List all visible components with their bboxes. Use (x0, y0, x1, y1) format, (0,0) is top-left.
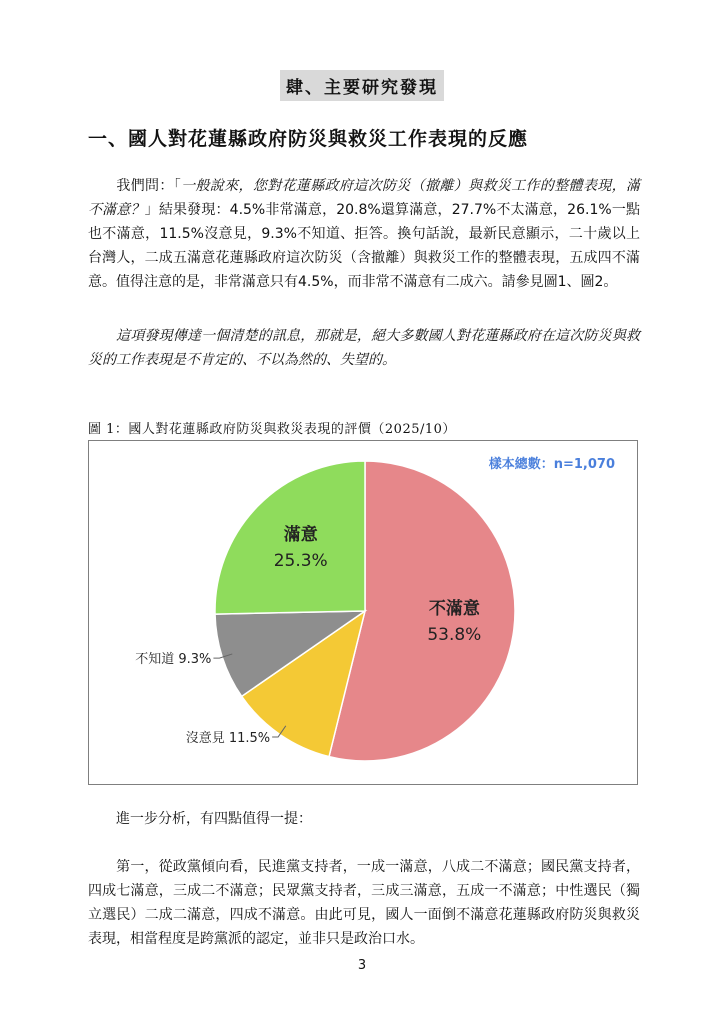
pie-label-2: 不知道 9.3% (135, 652, 212, 668)
paragraph-3: 進一步分析，有四點值得一提： (116, 811, 312, 827)
paragraph-4: 第一，從政黨傾向看，民進黨支持者，一成一滿意，八成二不滿意；國民黨支持者，四成七滿意，三成二不滿意；民眾黨支持者，三成三滿意，五成一不滿意；中性選民（獨立選民）二成二滿意，四成不滿意。由此可見，國人一面倒不滿意花蓮縣政府防災與救災表現，相當程度是跨黨派的認定，並非只是政治口水。 (88, 859, 640, 947)
pie-label-0: 不滿意 (428, 598, 480, 619)
pie-chart (88, 440, 638, 785)
page-number: 3 (357, 958, 367, 973)
para1-rest: 」結果發現：4.5%非常滿意，20.8%還算滿意，27.7%不太滿意，26.1%一點也不滿意，11.5%沒意見，9.3%不知道、拒答。換句話說，最新民意顯示，二十歲以上台灣人，二成五滿意花蓮縣政府這次防災（含撤離）與救災工作的整體表現，五成四不滿意。值得注意的是，非常滿意只有4.5%，而非常不滿意有二成六。請參見圖1、圖2。 (88, 202, 640, 290)
section-title: 肆、主要研究發現 (0, 70, 724, 101)
para1-question: 一般說來，您對花蓮縣政府這次防災（撤離）與救災工作的整體表現，滿不滿意？ (88, 178, 640, 218)
paragraph-1 (88, 174, 640, 294)
page-heading: 一、國人對花蓮縣政府防災與救災工作表現的反應 (88, 128, 529, 150)
pie-value-3: 25.3% (273, 551, 328, 572)
pie-value-0: 53.8% (427, 624, 482, 645)
pie-label-1: 沒意見 11.5% (185, 730, 271, 746)
figure-caption: 圖 1：國人對花蓮縣政府防災與救災表現的評價（2025/10） (88, 422, 456, 437)
pie-chart-svg (89, 441, 637, 784)
para1-intro: 我們問：「 (116, 178, 182, 194)
paragraph-2: 這項發現傳達一個清楚的訊息，那就是，絕大多數國人對花蓮縣政府在這次防災與救災的工作表現是不肯定的、不以為然的、失望的。 (88, 328, 640, 368)
sample-size-note: 樣本總數：n=1,070 (488, 457, 615, 472)
pie-label-3: 滿意 (283, 525, 318, 546)
